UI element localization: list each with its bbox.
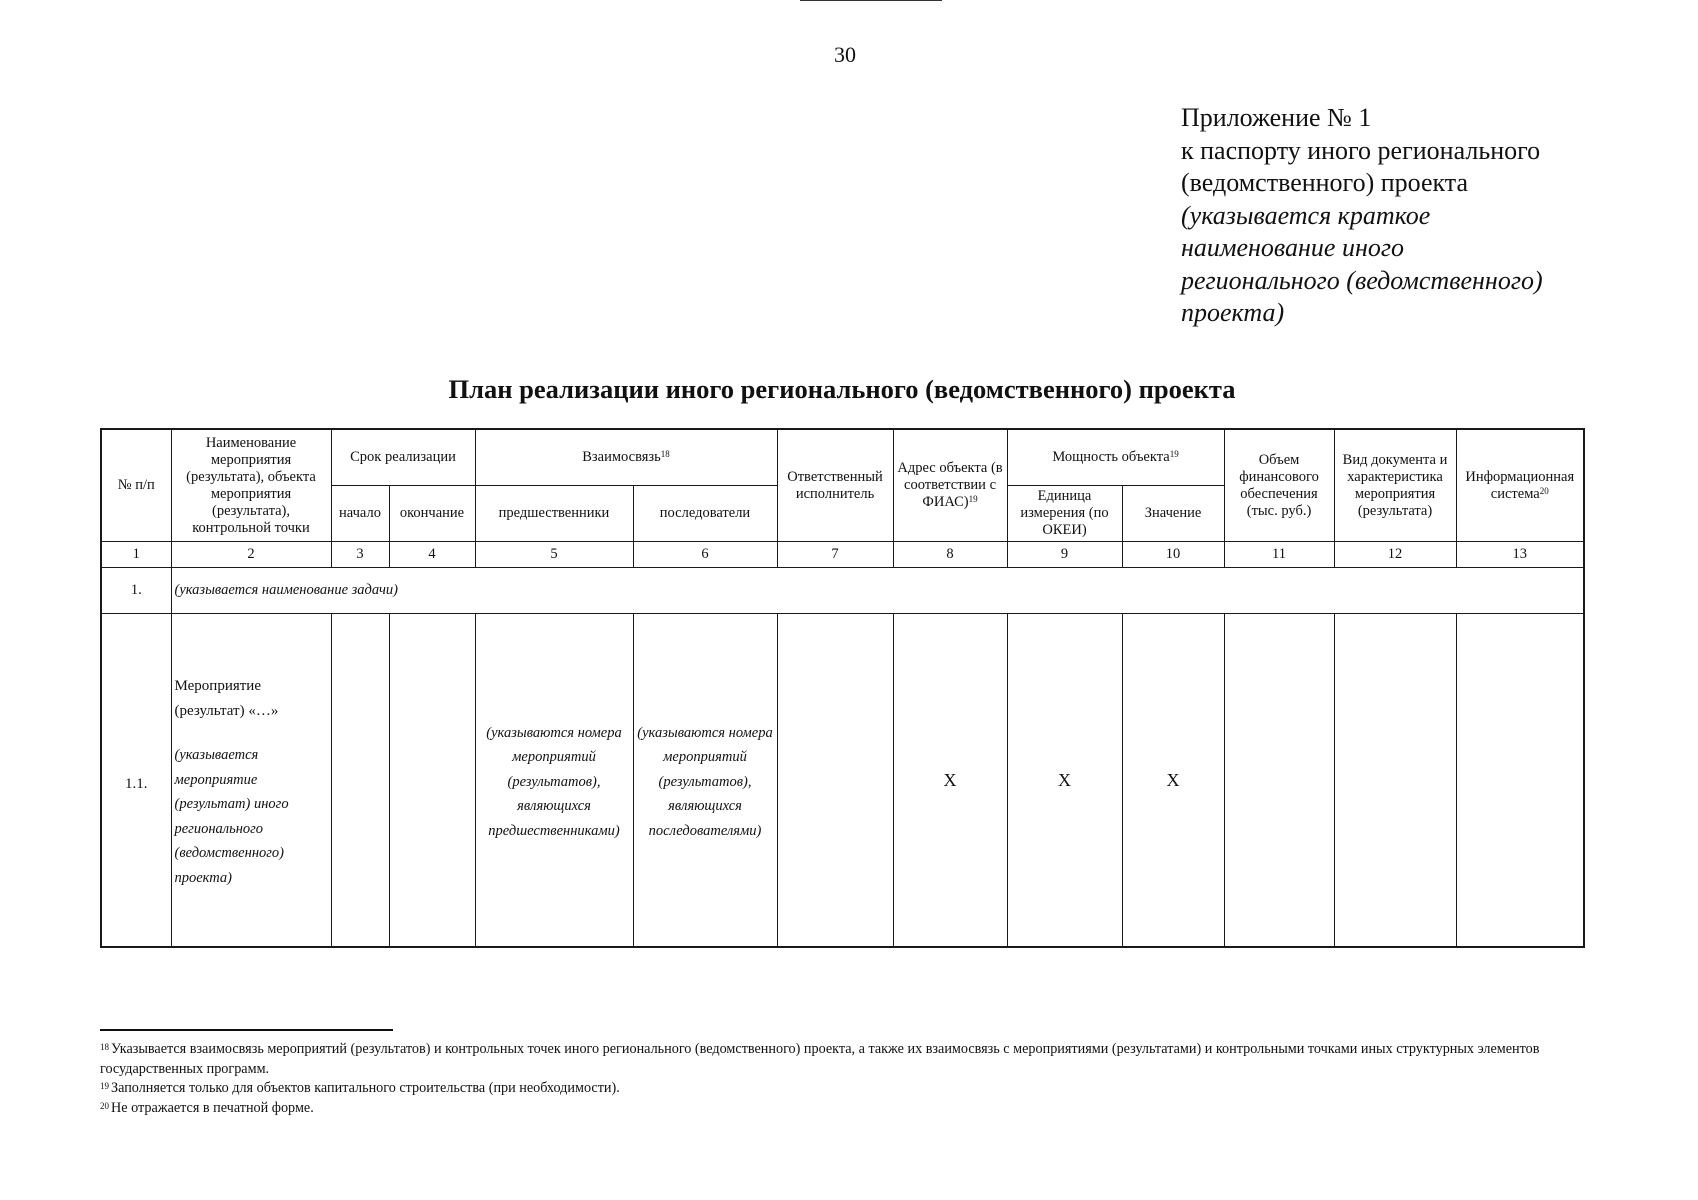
event-unit-cell: X [1007, 614, 1122, 948]
footnote-mark: 18 [100, 1042, 109, 1052]
footnote-ref-18: 18 [660, 449, 670, 459]
column-number: 2 [171, 542, 331, 568]
top-rule [800, 0, 942, 1]
appendix-line: Приложение № 1 [1181, 103, 1372, 132]
event-doc-type-cell [1334, 614, 1456, 948]
footnotes [100, 1040, 1600, 1118]
event-name-cell [171, 614, 331, 948]
document-title: План реализации иного регионального (ведомственного) проекта [448, 374, 1236, 404]
header-address-label: Адрес объекта (в соответствии с ФИАС) [897, 460, 1003, 510]
task-row-number: 1. [101, 568, 171, 614]
event-responsible-cell [777, 614, 893, 948]
event-end-cell [389, 614, 475, 948]
appendix-block [1181, 102, 1641, 330]
footnote-text: Указывается взаимосвязь мероприятий (результатов) и контрольных точек иного регионального (ведомственного) проекта, а также их взаимосвязь с мероприятиями (результатами) и контрольными точками иных структурных элементов государственных программ. [100, 1041, 1540, 1077]
header-capacity-label: Мощность объекта [1052, 449, 1170, 465]
column-number: 11 [1224, 542, 1334, 568]
footnote-text: Заполняется только для объектов капитального строительства (при необходимости). [111, 1080, 620, 1096]
footnote [100, 1099, 1600, 1119]
column-number: 5 [475, 542, 633, 568]
appendix-line: к паспорту иного регионального [1181, 135, 1541, 165]
task-row [101, 568, 1584, 614]
footnote-ref-20: 20 [1539, 485, 1549, 496]
task-row-text: (указывается наименование задачи) [171, 568, 1584, 614]
header-unit: Единица измерения (по ОКЕИ) [1007, 486, 1122, 542]
header-info-system-label: Информационная система [1465, 468, 1575, 502]
event-row-number: 1.1. [101, 614, 171, 948]
header-name: Наименование мероприятия (результата), объекта мероприятия (результата), контрольной точки [171, 429, 331, 542]
column-number: 4 [389, 542, 475, 568]
column-number: 7 [777, 542, 893, 568]
footnote [100, 1040, 1600, 1079]
event-predecessors-cell: (указываются номера мероприятий (результатов), являющихся предшественниками) [475, 614, 633, 948]
appendix-italic-line: наименование иного [1181, 233, 1405, 262]
header-value: Значение [1122, 486, 1224, 542]
event-row [101, 614, 1584, 948]
header-address [893, 429, 1007, 542]
header-responsible: Ответственный исполнитель [777, 429, 893, 542]
footnote-text: Не отражается в печатной форме. [111, 1099, 314, 1116]
header-followers: последователи [633, 486, 777, 542]
header-relation-label: Взаимосвязь [582, 449, 661, 465]
event-start-cell [331, 614, 389, 948]
column-number: 10 [1122, 542, 1224, 568]
header-row-1 [101, 429, 1584, 486]
column-number: 9 [1007, 542, 1122, 568]
footnote [100, 1079, 1600, 1099]
event-name-line: Мероприятие [174, 678, 261, 694]
plan-table [100, 428, 1585, 948]
header-finance: Объем финансового обеспечения (тыс. руб.) [1224, 429, 1334, 542]
footnote-mark: 20 [100, 1100, 109, 1111]
header-info-system [1456, 429, 1584, 542]
header-relation [475, 429, 777, 486]
header-doc-type: Вид документа и характеристика мероприятия (результата) [1334, 429, 1456, 542]
header-term-end: окончание [389, 486, 475, 542]
appendix-italic-line: (указывается краткое [1181, 200, 1431, 230]
appendix-line: (ведомственного) проекта [1181, 168, 1469, 197]
column-number-row [101, 542, 1584, 568]
header-capacity [1007, 429, 1224, 486]
column-number: 12 [1334, 542, 1456, 568]
column-number: 6 [633, 542, 777, 568]
header-term-start: начало [331, 486, 389, 542]
column-number: 13 [1456, 542, 1584, 568]
header-predecessors: предшественники [475, 486, 633, 542]
footnote-ref-19: 19 [1169, 449, 1179, 459]
event-name-note: (указывается мероприятие (результат) иного регионального (ведомственного) проекта) [174, 747, 289, 886]
footnote-separator [100, 1029, 393, 1031]
event-followers-cell: (указываются номера мероприятий (результатов), являющихся последователями) [633, 614, 777, 948]
column-number: 1 [101, 542, 171, 568]
header-term: Срок реализации [331, 429, 475, 486]
event-info-system-cell [1456, 614, 1584, 948]
event-name-line: (результат) «…» [174, 702, 279, 719]
page-number: 30 [834, 42, 856, 67]
appendix-italic-line: регионального (ведомственного) [1181, 265, 1543, 295]
event-finance-cell [1224, 614, 1334, 948]
column-number: 8 [893, 542, 1007, 568]
footnote-ref-19: 19 [968, 494, 978, 504]
footnote-mark: 19 [100, 1081, 109, 1091]
header-num: № п/п [101, 429, 171, 542]
event-value-cell: X [1122, 614, 1224, 948]
column-number: 3 [331, 542, 389, 568]
appendix-italic-line: проекта) [1181, 298, 1285, 327]
event-address-cell: X [893, 614, 1007, 948]
